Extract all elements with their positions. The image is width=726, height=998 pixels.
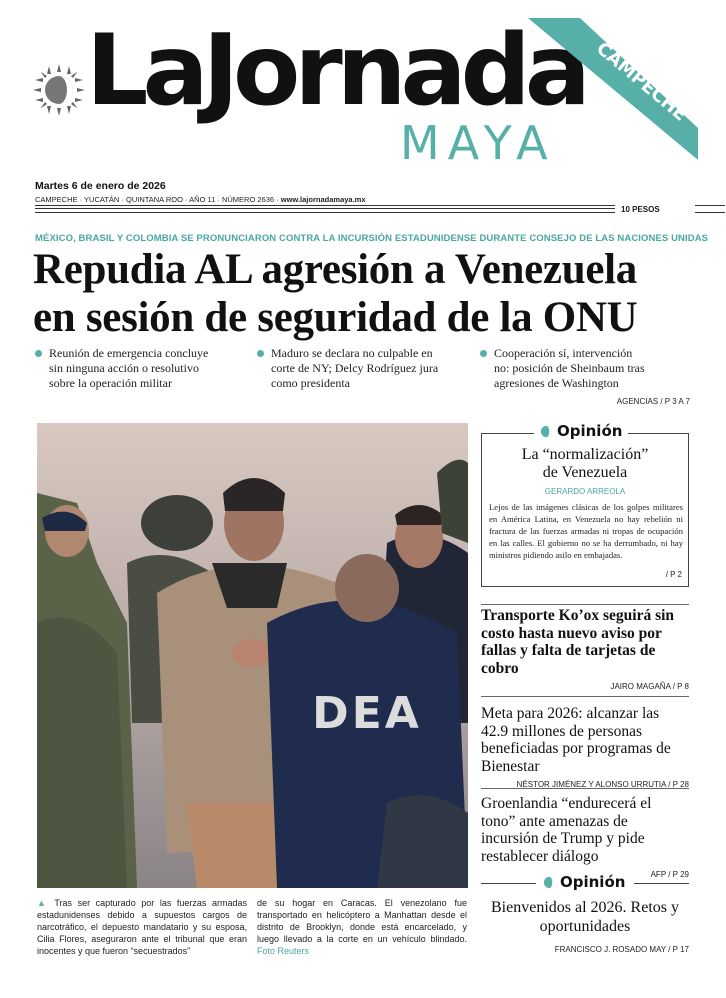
opinion-body: Lejos de las imágenes clásicas de los golpes militares en América Latina, en Venezuela no hay rebelión ni fractura de las fuerzas armadas ni tropas de ocupación en las calles. El gobierno no se ha derrumbado, ni hay ministros pidiendo asilo en embajadas. xyxy=(489,502,683,560)
lead-kicker: MÉXICO, BRASIL Y COLOMBIA SE PRONUNCIARON CONTRA LA INCURSIÓN ESTADUNIDENSE DURANTE CONSEJO DE LAS NACIONES UNIDAS xyxy=(35,233,709,244)
story-item[interactable] xyxy=(481,705,689,789)
opinion2-credit: FRANCISCO J. ROSADO MAY / P 17 xyxy=(554,945,689,954)
bullet-text: Maduro se declara no culpable en xyxy=(271,346,433,360)
issue-locations: CAMPECHE · YUCATÁN · QUINTANA ROO · AÑO 11 · NÚMERO 2636 · xyxy=(35,195,279,204)
bullet-dot-icon xyxy=(480,350,487,357)
dateline xyxy=(35,180,690,204)
caption-text-1: Tras ser capturado por las fuerzas armadas estadunidenses debido a supuestos cargos de narcotráfico, el depuesto mandatario y su esposa, Cilia Flores, aseguraron ante el tribunal que eran inocentes y que fueron “secuestrados” xyxy=(37,898,247,956)
brand-title: LaJornada xyxy=(86,14,585,128)
bullet-text: sin ninguna acción o resolutivo xyxy=(49,361,199,375)
caption-triangle-icon: ▲ xyxy=(37,898,49,908)
bullet-item xyxy=(480,346,695,391)
story-title: Transporte Ko’ox seguirá sin costo hasta nuevo aviso por fallas y falta de tarjetas de cobro xyxy=(481,607,675,677)
caption-column-2 xyxy=(257,897,467,957)
divider-rule xyxy=(35,205,615,213)
opinion-title-line: de Venezuela xyxy=(542,464,628,481)
story-title: Meta para 2026: alcanzar las 42.9 millones de personas beneficiadas por programas de Bienestar xyxy=(481,705,671,775)
price-label: 10 PESOS xyxy=(621,205,660,214)
bullet-text: como presidenta xyxy=(271,376,350,390)
headline-line-1: Repudia AL agresión a Venezuela xyxy=(33,246,637,293)
story-credit: NÉSTOR JIMÉNEZ Y ALONSO URRUTIA / P 28 xyxy=(516,780,689,789)
opinion-sun-icon xyxy=(540,425,553,438)
bullet-text: Reunión de emergencia concluye xyxy=(49,346,209,360)
lead-headline[interactable] xyxy=(33,246,703,342)
opinion-page-ref[interactable]: / P 2 xyxy=(665,570,682,579)
opinion-title-line: La “normalización” xyxy=(521,446,649,463)
sun-logo-icon xyxy=(33,64,85,116)
story-divider xyxy=(481,788,689,789)
website-link[interactable]: www.lajornadamaya.mx xyxy=(280,195,366,204)
rule-row xyxy=(35,205,690,215)
opinion2-title[interactable]: Bienvenidos al 2026. Retos y oportunidades xyxy=(491,899,679,935)
issue-info xyxy=(35,195,690,204)
lead-photo-image xyxy=(37,423,468,888)
bullet-text: no: posición de Sheinbaum tras xyxy=(494,361,645,375)
story-item[interactable] xyxy=(481,607,689,691)
dea-vest-text: DEA xyxy=(312,688,422,739)
divider-rule-short xyxy=(695,205,725,213)
story-credit: JAIRO MAGAÑA / P 8 xyxy=(610,682,689,691)
bullet-item xyxy=(35,346,250,391)
opinion-box[interactable] xyxy=(481,422,689,587)
bullet-text: agresiones de Washington xyxy=(494,376,619,390)
photo-credit: Foto Reuters xyxy=(257,946,310,956)
opinion2-rule-right xyxy=(634,883,689,884)
story-divider xyxy=(481,604,689,605)
bullet-text: corte de NY; Delcy Rodríguez jura xyxy=(271,361,439,375)
issue-date: Martes 6 de enero de 2026 xyxy=(35,180,166,192)
opinion-sun-icon xyxy=(543,876,556,889)
brand-subtitle: MAYA xyxy=(400,116,556,170)
bullet-text: sobre la operación militar xyxy=(49,376,172,390)
edition-ribbon xyxy=(528,18,698,160)
opinion-author: GERARDO ARREOLA xyxy=(544,487,626,496)
story-title: Groenlandia “endurecerá el tono” ante amenazas de incursión de Trump y pide restablecer diálogo xyxy=(481,795,652,865)
opinion-title[interactable] xyxy=(482,446,688,482)
bullet-dot-icon xyxy=(257,350,264,357)
lead-photo[interactable] xyxy=(37,423,468,888)
lead-credit[interactable]: AGENCIAS / P 3 A 7 xyxy=(616,397,690,406)
story-item[interactable] xyxy=(481,795,689,879)
opinion2-label: Opinión xyxy=(560,873,626,891)
caption-column-1 xyxy=(37,897,247,957)
headline-line-2: en sesión de seguridad de la ONU xyxy=(33,294,638,341)
opinion-header xyxy=(534,422,628,440)
bullet-dot-icon xyxy=(35,350,42,357)
opinion-label: Opinión xyxy=(557,422,623,440)
opinion2-header xyxy=(481,873,689,893)
opinion2-rule-left xyxy=(481,883,536,884)
caption-text-2: de su hogar en Caracas. El venezolano fue transportado en helicóptero a Manhattan desde el distrito de Brooklyn, donde está encarcelado, y luego llevado a la corte en un vehículo blindado. xyxy=(257,898,467,944)
story-credit: AFP / P 29 xyxy=(650,870,689,879)
bullet-text: Cooperación sí, intervención xyxy=(494,346,633,360)
story-divider xyxy=(481,696,689,697)
masthead xyxy=(0,0,726,178)
opinion2-label-wrap xyxy=(543,873,625,891)
edition-ribbon-label: CAMPECHE xyxy=(592,38,691,126)
bullet-item xyxy=(257,346,472,391)
